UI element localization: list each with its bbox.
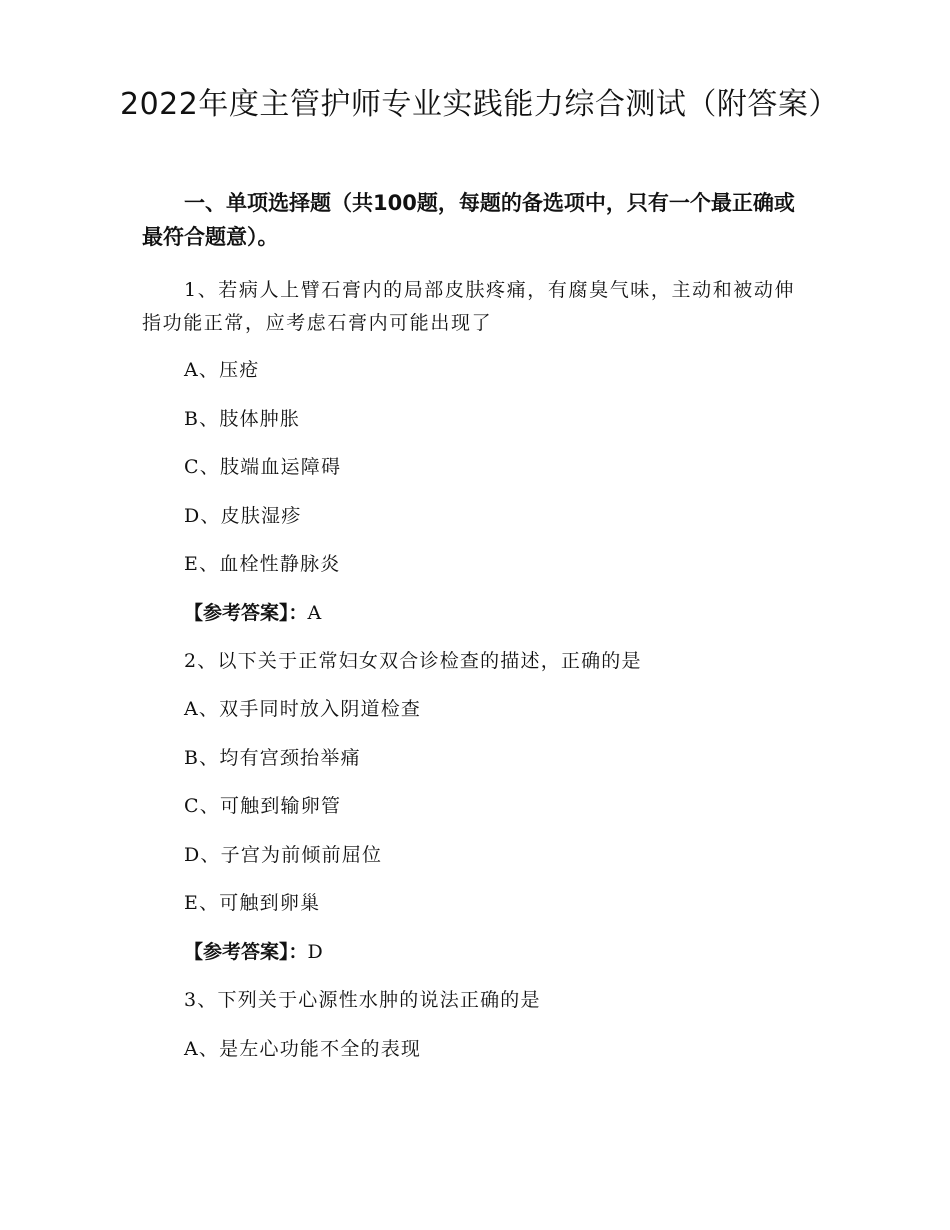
section-heading: 一、单项选择题（共100题，每题的备选项中，只有一个最正确或最符合题意）。 bbox=[142, 191, 795, 249]
answer-label: 【参考答案】： bbox=[184, 941, 308, 963]
question-2-option-b: B、均有宫颈抬举痛 bbox=[184, 747, 361, 769]
question-2-option-a: A、双手同时放入阴道检查 bbox=[184, 698, 422, 720]
question-1-option-a: A、压疮 bbox=[184, 359, 260, 381]
question-stem-3: 3、下列关于心源性水肿的说法正确的是 bbox=[184, 989, 541, 1011]
question-stem-2: 2、以下关于正常妇女双合诊检查的描述，正确的是 bbox=[184, 650, 642, 672]
question-1-answer bbox=[184, 597, 321, 630]
question-stem-1: 1、若病人上臂石膏内的局部皮肤疼痛，有腐臭气味，主动和被动伸指功能正常，应考虑石膏内可能出现了 bbox=[142, 279, 796, 334]
question-1-option-d: D、皮肤湿疹 bbox=[184, 505, 302, 527]
question-1-option-b: B、肢体肿胀 bbox=[184, 408, 301, 430]
document-title: 2022年度主管护师专业实践能力综合测试（附答案） bbox=[120, 87, 839, 122]
question-1-option-c: C、肢端血运障碍 bbox=[184, 456, 342, 478]
question-2-option-d: D、子宫为前倾前屈位 bbox=[184, 844, 383, 866]
question-3-option-a: A、是左心功能不全的表现 bbox=[184, 1038, 422, 1060]
question-2-option-e: E、可触到卵巢 bbox=[184, 892, 321, 914]
question-2-answer bbox=[184, 936, 323, 969]
answer-letter: A bbox=[307, 602, 322, 624]
question-2-option-c: C、可触到输卵管 bbox=[184, 795, 342, 817]
answer-letter: D bbox=[307, 941, 323, 963]
answer-label: 【参考答案】： bbox=[184, 602, 308, 624]
question-1-option-e: E、血栓性静脉炎 bbox=[184, 553, 341, 575]
